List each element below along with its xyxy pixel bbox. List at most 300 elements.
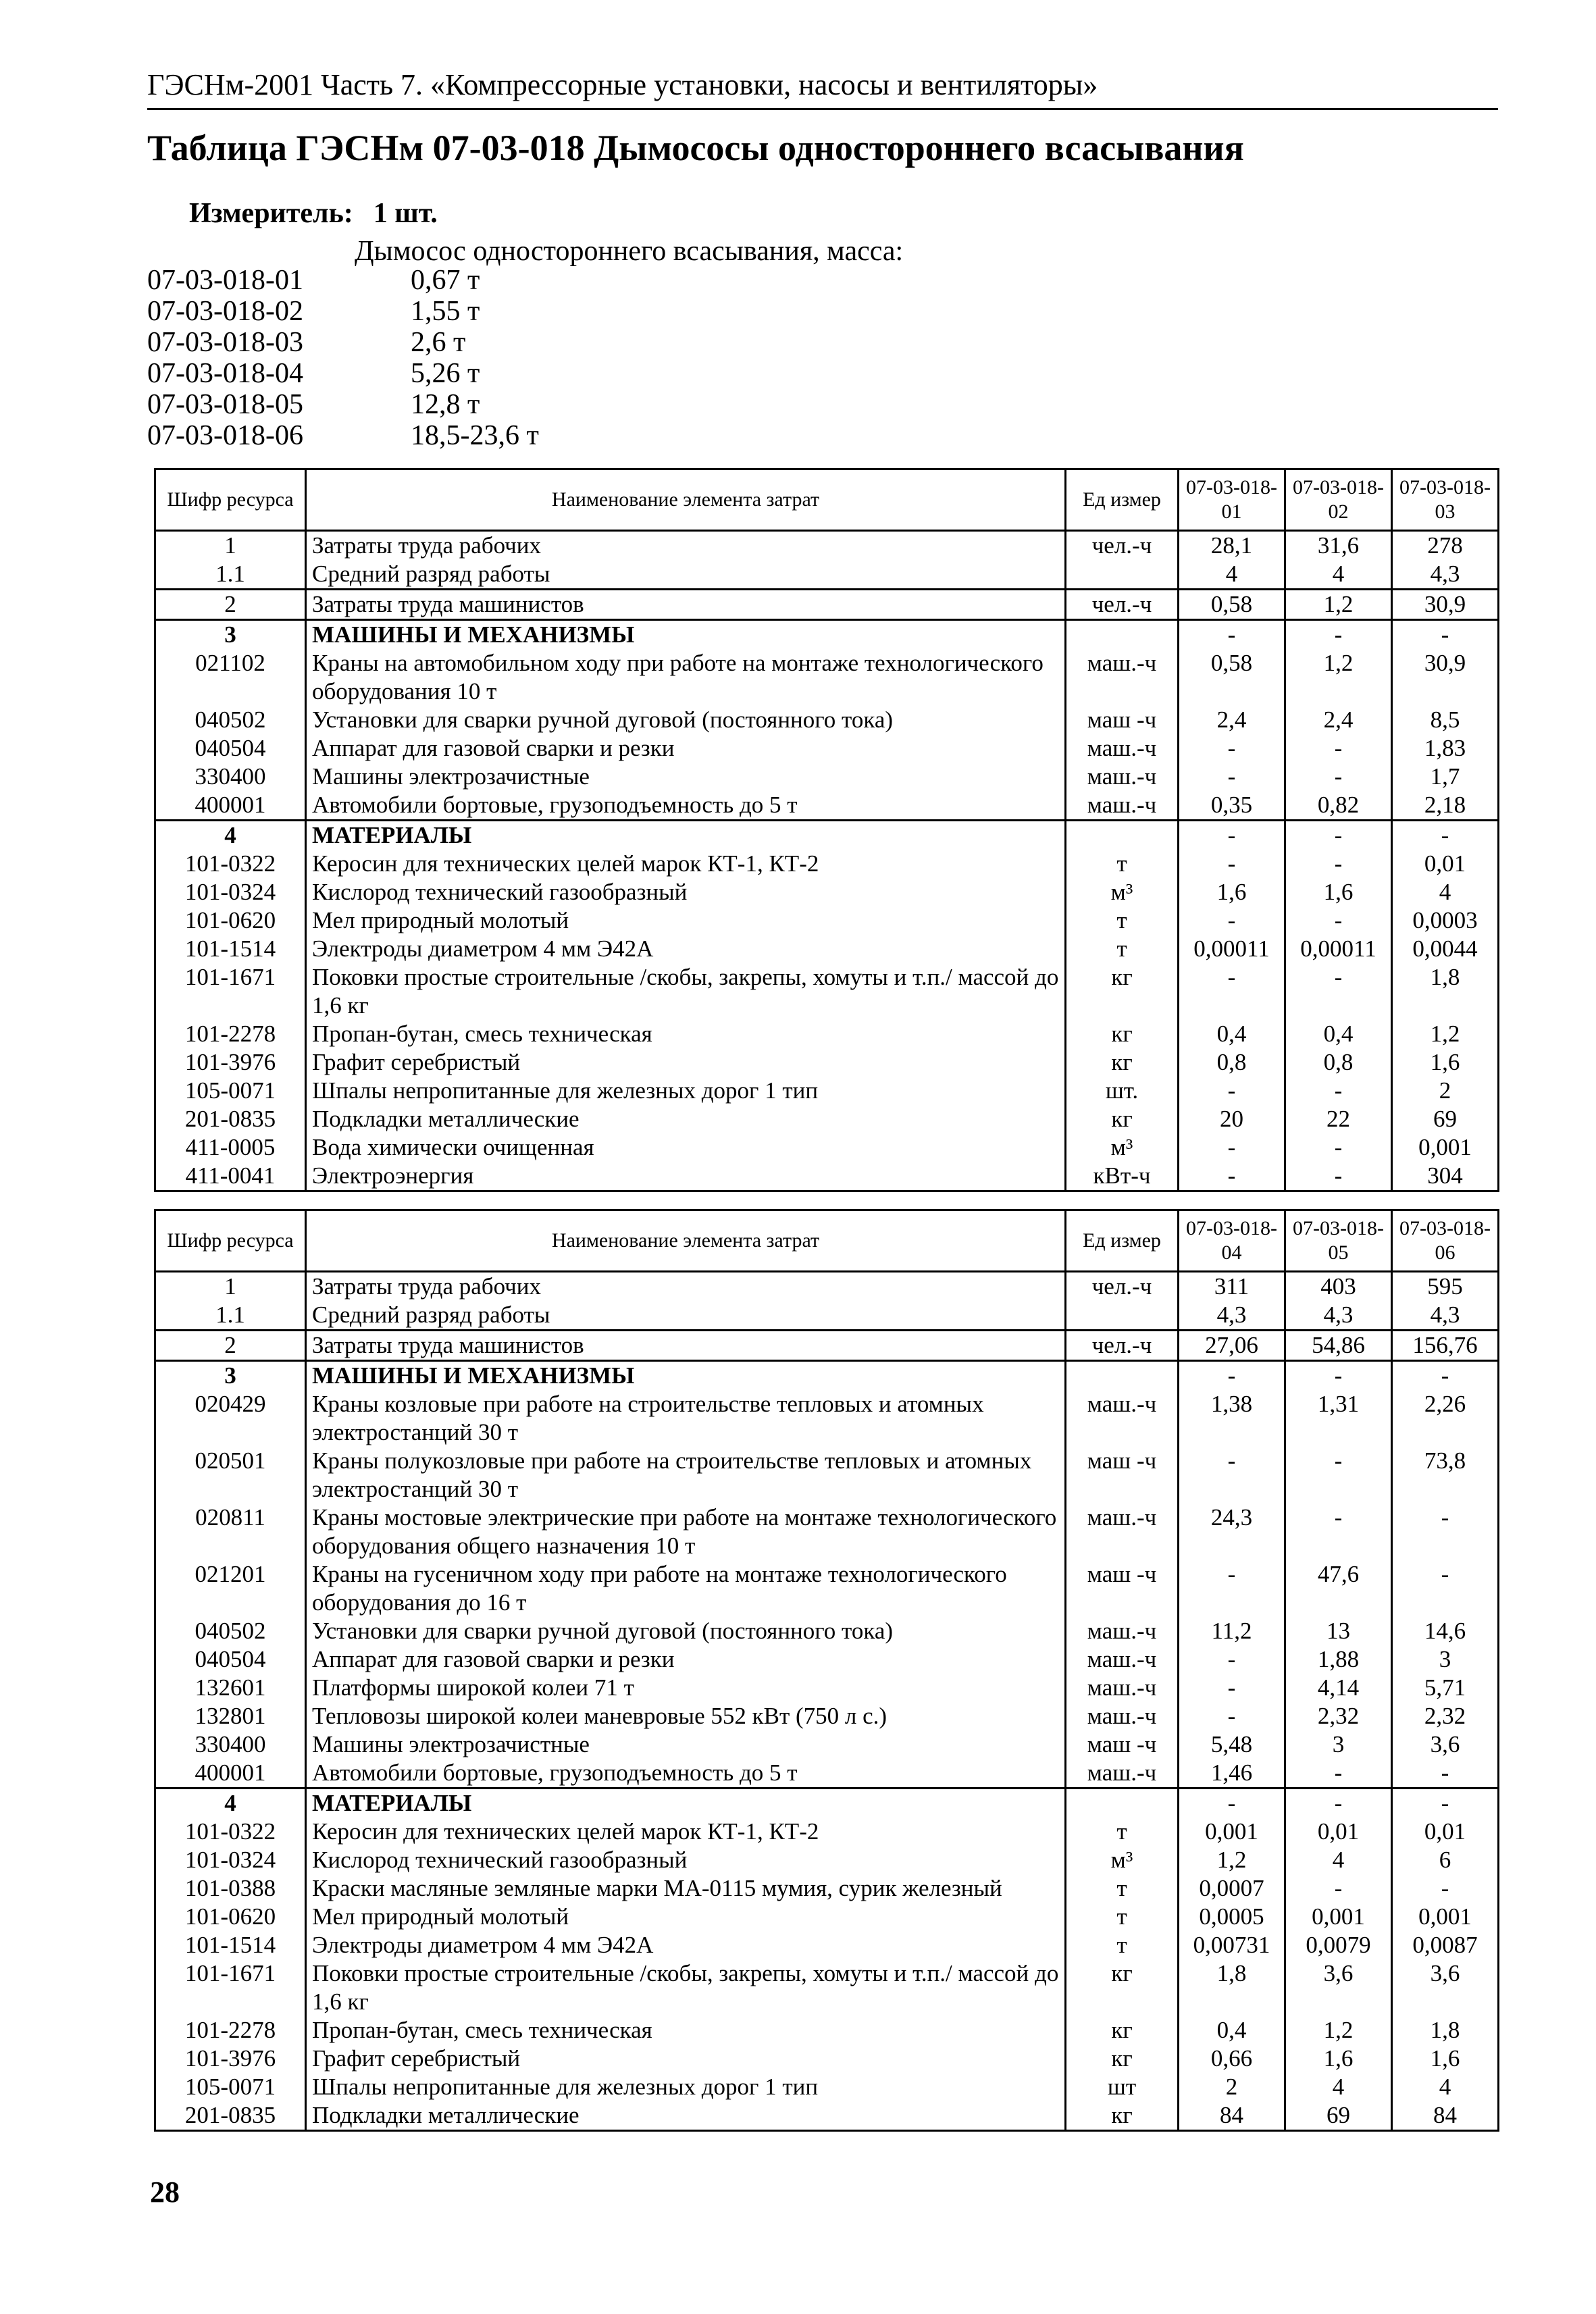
cell-unit: т — [1066, 935, 1179, 963]
cell-value: 0,0044 — [1392, 935, 1499, 963]
table-group-row — [155, 821, 1499, 850]
cell-resource-code: 101-0324 — [155, 878, 306, 906]
cell-value: 54,86 — [1285, 1331, 1392, 1361]
table-row — [155, 1503, 1499, 1560]
table-row — [155, 1020, 1499, 1048]
cell-unit — [1066, 1301, 1179, 1331]
cell-unit: маш.-ч — [1066, 763, 1179, 791]
cell-value: - — [1179, 1133, 1285, 1162]
page-number: 28 — [150, 2176, 180, 2209]
cell-value: 1,31 — [1285, 1390, 1392, 1447]
cell-value: - — [1179, 1447, 1285, 1503]
cell-value: 8,5 — [1392, 706, 1499, 734]
resource-table-1 — [154, 468, 1499, 1192]
cell-unit: маш.-ч — [1066, 1390, 1179, 1447]
cell-unit: маш -ч — [1066, 706, 1179, 734]
table-row — [155, 706, 1499, 734]
cell-unit: маш.-ч — [1066, 649, 1179, 706]
header-variant-2: 07-03-018-02 — [1285, 469, 1392, 531]
variant-mass: 0,67 т — [411, 265, 480, 296]
header-variant-1: 07-03-018-01 — [1179, 469, 1285, 531]
cell-unit — [1066, 821, 1179, 850]
cell-value: 6 — [1392, 1846, 1499, 1874]
cell-unit: кг — [1066, 2016, 1179, 2045]
cell-value: 4 — [1179, 560, 1285, 590]
cell-unit: шт — [1066, 2073, 1179, 2101]
cell-value: 2,32 — [1392, 1702, 1499, 1730]
cell-value: 27,06 — [1179, 1331, 1285, 1361]
cell-resource-code: 040502 — [155, 1617, 306, 1645]
variant-row — [147, 296, 539, 327]
cell-unit: чел.-ч — [1066, 531, 1179, 561]
cell-unit: кг — [1066, 1020, 1179, 1048]
cell-cost-element: Поковки простые строительные /скобы, закрепы, хомуты и т.п./ массой до 1,6 кг — [306, 1959, 1066, 2016]
cell-cost-element: Платформы широкой колеи 71 т — [306, 1674, 1066, 1702]
cell-unit: м³ — [1066, 1133, 1179, 1162]
cell-resource-code: 1.1 — [155, 1301, 306, 1331]
cell-value: 30,9 — [1392, 649, 1499, 706]
cell-resource-code: 2 — [155, 1331, 306, 1361]
table-row — [155, 1105, 1499, 1133]
cell-value: 22 — [1285, 1105, 1392, 1133]
cell-value: 47,6 — [1285, 1560, 1392, 1617]
cell-resource-code: 1 — [155, 1272, 306, 1302]
cell-value: 0,00011 — [1179, 935, 1285, 963]
cell-cost-element: Краны на гусеничном ходу при работе на монтаже технологического оборудования до 16 т — [306, 1560, 1066, 1617]
cell-value: - — [1179, 734, 1285, 763]
cell-value: 84 — [1392, 2101, 1499, 2131]
cell-value: - — [1179, 1077, 1285, 1105]
variant-mass: 2,6 т — [411, 327, 466, 358]
table-row — [155, 878, 1499, 906]
cell-unit: маш.-ч — [1066, 1503, 1179, 1560]
cell-resource-code: 020811 — [155, 1503, 306, 1560]
cell-unit: маш.-ч — [1066, 791, 1179, 821]
table-row — [155, 560, 1499, 590]
cell-resource-code: 101-0620 — [155, 1903, 306, 1931]
cell-unit: м³ — [1066, 878, 1179, 906]
cell-value: 4,3 — [1392, 560, 1499, 590]
cell-value: 1,2 — [1392, 1020, 1499, 1048]
table-row — [155, 1959, 1499, 2016]
cell-value: 1,8 — [1392, 2016, 1499, 2045]
cell-unit: чел.-ч — [1066, 1331, 1179, 1361]
cell-value: 0,0005 — [1179, 1903, 1285, 1931]
variant-row — [147, 358, 539, 389]
cell-resource-code: 101-0322 — [155, 850, 306, 878]
header-rule — [147, 108, 1498, 110]
table-group-row — [155, 620, 1499, 650]
cell-unit: шт. — [1066, 1077, 1179, 1105]
cell-value: 4,14 — [1285, 1674, 1392, 1702]
cell-value: 30,9 — [1392, 590, 1499, 620]
table-row — [155, 963, 1499, 1020]
item-description: Дымосос одностороннего всасывания, масса: — [355, 236, 904, 267]
unit-value: 1 шт. — [373, 198, 438, 229]
cell-value: 0,0087 — [1392, 1931, 1499, 1959]
cell-value: - — [1285, 1447, 1392, 1503]
cell-value: - — [1285, 1503, 1392, 1560]
cell-value: 4,3 — [1285, 1301, 1392, 1331]
cell-unit: маш -ч — [1066, 1447, 1179, 1503]
cell-unit: т — [1066, 1818, 1179, 1846]
table-row — [155, 1077, 1499, 1105]
cell-resource-code: 105-0071 — [155, 1077, 306, 1105]
table-row — [155, 1560, 1499, 1617]
cell-value: 3,6 — [1392, 1730, 1499, 1759]
cell-resource-code: 101-3976 — [155, 1048, 306, 1077]
cell-unit: кг — [1066, 1959, 1179, 2016]
cell-cost-element: МАШИНЫ И МЕХАНИЗМЫ — [306, 1361, 1066, 1391]
cell-unit: кг — [1066, 1048, 1179, 1077]
cell-value: - — [1179, 1789, 1285, 1818]
cell-value: 2 — [1392, 1077, 1499, 1105]
cell-cost-element: МАТЕРИАЛЫ — [306, 1789, 1066, 1818]
table-row — [155, 531, 1499, 561]
variant-code: 07-03-018-01 — [147, 265, 303, 296]
table-row — [155, 1931, 1499, 1959]
cell-value: 0,001 — [1179, 1818, 1285, 1846]
cell-value: - — [1392, 1789, 1499, 1818]
table-row — [155, 1048, 1499, 1077]
cell-value: 0,0007 — [1179, 1874, 1285, 1903]
table-row — [155, 1331, 1499, 1361]
cell-value: 1,8 — [1392, 963, 1499, 1020]
cell-cost-element: МАШИНЫ И МЕХАНИЗМЫ — [306, 620, 1066, 650]
cell-cost-element: Краски масляные земляные марки МА-0115 мумия, сурик железный — [306, 1874, 1066, 1903]
unit-line — [189, 197, 438, 230]
cell-resource-code: 201-0835 — [155, 2101, 306, 2131]
cell-value: - — [1392, 620, 1499, 650]
cell-value: 3,6 — [1285, 1959, 1392, 2016]
cell-resource-code: 101-0388 — [155, 1874, 306, 1903]
cell-cost-element: Мел природный молотый — [306, 906, 1066, 935]
cell-value: 2,18 — [1392, 791, 1499, 821]
cell-value: 4 — [1285, 1846, 1392, 1874]
cell-value: 1,6 — [1179, 878, 1285, 906]
cell-value: 0,4 — [1179, 1020, 1285, 1048]
cell-value: - — [1179, 763, 1285, 791]
cell-cost-element: Пропан-бутан, смесь техническая — [306, 2016, 1066, 2045]
cell-value: - — [1285, 906, 1392, 935]
cell-unit: маш -ч — [1066, 1730, 1179, 1759]
cell-value: 0,001 — [1392, 1133, 1499, 1162]
cell-value: 3,6 — [1392, 1959, 1499, 2016]
cell-value: 0,4 — [1285, 1020, 1392, 1048]
table-group-row — [155, 1789, 1499, 1818]
header-unit: Ед измер — [1066, 469, 1179, 531]
cell-value: 1,2 — [1285, 590, 1392, 620]
header-variant-3: 07-03-018-03 — [1392, 469, 1499, 531]
variant-list — [147, 265, 539, 451]
cell-resource-code: 330400 — [155, 1730, 306, 1759]
cell-value: - — [1285, 1759, 1392, 1789]
cell-cost-element: Затраты труда машинистов — [306, 590, 1066, 620]
cell-cost-element: Затраты труда машинистов — [306, 1331, 1066, 1361]
cell-cost-element: Шпалы непропитанные для железных дорог 1 тип — [306, 2073, 1066, 2101]
cell-cost-element: Затраты труда рабочих — [306, 1272, 1066, 1302]
cell-value: 13 — [1285, 1617, 1392, 1645]
cell-value: 4 — [1392, 878, 1499, 906]
table-row — [155, 2016, 1499, 2045]
variant-mass: 18,5-23,6 т — [411, 420, 539, 451]
variant-row — [147, 420, 539, 451]
cell-unit: кг — [1066, 1105, 1179, 1133]
cell-value: - — [1179, 1645, 1285, 1674]
header-resource-code: Шифр ресурса — [155, 1210, 306, 1272]
cell-value: - — [1285, 821, 1392, 850]
cell-resource-code: 101-3976 — [155, 2045, 306, 2073]
cell-cost-element: Аппарат для газовой сварки и резки — [306, 734, 1066, 763]
table-row — [155, 1674, 1499, 1702]
cell-value: - — [1285, 763, 1392, 791]
cell-resource-code: 411-0041 — [155, 1162, 306, 1191]
cell-value: 0,001 — [1392, 1903, 1499, 1931]
cell-resource-code: 101-0322 — [155, 1818, 306, 1846]
cell-resource-code: 040502 — [155, 706, 306, 734]
cell-value: 84 — [1179, 2101, 1285, 2131]
resource-table-2 — [154, 1209, 1499, 2132]
cell-cost-element: Затраты труда рабочих — [306, 531, 1066, 561]
cell-value: 69 — [1285, 2101, 1392, 2131]
cell-value: 1,83 — [1392, 734, 1499, 763]
header-variant-3: 07-03-018-06 — [1392, 1210, 1499, 1272]
cell-cost-element: Электроды диаметром 4 мм Э42А — [306, 1931, 1066, 1959]
table-title: Таблица ГЭСНм 07-03-018 Дымососы одностороннего всасывания — [147, 128, 1244, 168]
cell-value: - — [1179, 850, 1285, 878]
cell-value: 0,01 — [1285, 1818, 1392, 1846]
cell-cost-element: Средний разряд работы — [306, 560, 1066, 590]
cell-unit — [1066, 560, 1179, 590]
cell-value: - — [1179, 1361, 1285, 1391]
table-row — [155, 906, 1499, 935]
table-row — [155, 1162, 1499, 1191]
cell-cost-element: Мел природный молотый — [306, 1903, 1066, 1931]
cell-value: 2,32 — [1285, 1702, 1392, 1730]
cell-cost-element: Керосин для технических целей марок КТ-1, КТ-2 — [306, 850, 1066, 878]
cell-value: - — [1285, 963, 1392, 1020]
running-header: ГЭСНм-2001 Часть 7. «Компрессорные установки, насосы и вентиляторы» — [147, 68, 1098, 101]
cell-value: - — [1285, 1133, 1392, 1162]
cell-value: - — [1179, 620, 1285, 650]
cell-value: - — [1285, 1162, 1392, 1191]
cell-value: 14,6 — [1392, 1617, 1499, 1645]
cell-unit: маш.-ч — [1066, 1645, 1179, 1674]
cell-unit: кг — [1066, 2045, 1179, 2073]
cell-value: 0,8 — [1179, 1048, 1285, 1077]
table-row — [155, 1272, 1499, 1302]
table-row — [155, 1846, 1499, 1874]
cell-cost-element: Электроды диаметром 4 мм Э42А — [306, 935, 1066, 963]
cell-cost-element: Электроэнергия — [306, 1162, 1066, 1191]
cell-resource-code: 105-0071 — [155, 2073, 306, 2101]
cell-value: 278 — [1392, 531, 1499, 561]
cell-value: - — [1392, 821, 1499, 850]
cell-value: 0,01 — [1392, 1818, 1499, 1846]
cell-resource-code: 101-2278 — [155, 1020, 306, 1048]
cell-value: - — [1179, 1702, 1285, 1730]
variant-mass: 5,26 т — [411, 358, 480, 389]
cell-value: 4 — [1392, 2073, 1499, 2101]
cell-value: 403 — [1285, 1272, 1392, 1302]
cell-resource-code: 040504 — [155, 734, 306, 763]
cell-cost-element: Краны мостовые электрические при работе на монтаже технологического оборудования общего назначения 10 т — [306, 1503, 1066, 1560]
cell-cost-element: Автомобили бортовые, грузоподъемность до 5 т — [306, 791, 1066, 821]
variant-mass: 1,55 т — [411, 296, 480, 327]
cell-unit: кг — [1066, 963, 1179, 1020]
cell-value: - — [1179, 1162, 1285, 1191]
header-cost-element: Наименование элемента затрат — [306, 469, 1066, 531]
variant-mass: 12,8 т — [411, 389, 480, 420]
cell-value: - — [1179, 906, 1285, 935]
cell-value: 0,00011 — [1285, 935, 1392, 963]
cell-cost-element: Машины электрозачистные — [306, 1730, 1066, 1759]
cell-cost-element: Пропан-бутан, смесь техническая — [306, 1020, 1066, 1048]
cell-value: 1,2 — [1285, 649, 1392, 706]
cell-value: 1,2 — [1179, 1846, 1285, 1874]
cell-value: 0,01 — [1392, 850, 1499, 878]
cell-resource-code: 4 — [155, 821, 306, 850]
cell-resource-code: 400001 — [155, 791, 306, 821]
cell-value: - — [1179, 1674, 1285, 1702]
cell-cost-element: Подкладки металлические — [306, 1105, 1066, 1133]
cell-unit — [1066, 1789, 1179, 1818]
cell-value: 1,6 — [1285, 878, 1392, 906]
cell-value: 1,6 — [1285, 2045, 1392, 2073]
variant-row — [147, 327, 539, 358]
cell-resource-code: 1.1 — [155, 560, 306, 590]
cell-value: 3 — [1392, 1645, 1499, 1674]
cell-resource-code: 101-0324 — [155, 1846, 306, 1874]
cell-value: 0,66 — [1179, 2045, 1285, 2073]
cell-cost-element: Установки для сварки ручной дуговой (постоянного тока) — [306, 706, 1066, 734]
cell-resource-code: 021201 — [155, 1560, 306, 1617]
table-row — [155, 1730, 1499, 1759]
cell-unit: маш.-ч — [1066, 1674, 1179, 1702]
cell-cost-element: Графит серебристый — [306, 1048, 1066, 1077]
cell-value: 1,38 — [1179, 1390, 1285, 1447]
cell-value: 4 — [1285, 560, 1392, 590]
cell-cost-element: Тепловозы широкой колеи маневровые 552 кВт (750 л с.) — [306, 1702, 1066, 1730]
table-header-row — [155, 1210, 1499, 1272]
variant-code: 07-03-018-06 — [147, 420, 303, 451]
cell-resource-code: 4 — [155, 1789, 306, 1818]
cell-unit: т — [1066, 906, 1179, 935]
cell-unit: т — [1066, 850, 1179, 878]
header-resource-code: Шифр ресурса — [155, 469, 306, 531]
cell-value: 0,4 — [1179, 2016, 1285, 2045]
cell-value: 2,4 — [1179, 706, 1285, 734]
cell-value: 5,48 — [1179, 1730, 1285, 1759]
cell-value: 2,26 — [1392, 1390, 1499, 1447]
cell-value: - — [1285, 1789, 1392, 1818]
cell-value: 1,8 — [1179, 1959, 1285, 2016]
cell-value: 11,2 — [1179, 1617, 1285, 1645]
cell-value: 4 — [1285, 2073, 1392, 2101]
variant-code: 07-03-018-05 — [147, 389, 303, 420]
table-row — [155, 2073, 1499, 2101]
cell-unit — [1066, 1361, 1179, 1391]
cell-value: 1,88 — [1285, 1645, 1392, 1674]
table-row — [155, 1390, 1499, 1447]
cell-value: - — [1392, 1503, 1499, 1560]
table-row — [155, 791, 1499, 821]
table-header-row — [155, 469, 1499, 531]
header-unit: Ед измер — [1066, 1210, 1179, 1272]
cell-cost-element: Аппарат для газовой сварки и резки — [306, 1645, 1066, 1674]
cell-resource-code: 101-1671 — [155, 1959, 306, 2016]
cell-value: 311 — [1179, 1272, 1285, 1302]
table-row — [155, 590, 1499, 620]
cell-value: - — [1285, 734, 1392, 763]
cell-value: 595 — [1392, 1272, 1499, 1302]
cell-unit: кг — [1066, 2101, 1179, 2131]
cell-value: 73,8 — [1392, 1447, 1499, 1503]
unit-label: Измеритель: — [189, 198, 353, 229]
cell-unit: маш.-ч — [1066, 1617, 1179, 1645]
cell-value: 2,4 — [1285, 706, 1392, 734]
cell-value: 0,82 — [1285, 791, 1392, 821]
cell-resource-code: 101-1514 — [155, 935, 306, 963]
cell-value: 3 — [1285, 1730, 1392, 1759]
cell-value: - — [1392, 1361, 1499, 1391]
cell-value: 304 — [1392, 1162, 1499, 1191]
cell-cost-element: Установки для сварки ручной дуговой (постоянного тока) — [306, 1617, 1066, 1645]
table-row — [155, 1818, 1499, 1846]
cell-value: 24,3 — [1179, 1503, 1285, 1560]
cell-resource-code: 400001 — [155, 1759, 306, 1789]
table-row — [155, 734, 1499, 763]
table-row — [155, 1617, 1499, 1645]
cell-unit: т — [1066, 1931, 1179, 1959]
cell-unit: кВт-ч — [1066, 1162, 1179, 1191]
table-row — [155, 2101, 1499, 2131]
cell-value: 1,7 — [1392, 763, 1499, 791]
cell-value: 1,46 — [1179, 1759, 1285, 1789]
cell-unit: маш.-ч — [1066, 1759, 1179, 1789]
table-row — [155, 1702, 1499, 1730]
cell-value: 1,2 — [1285, 2016, 1392, 2045]
cell-resource-code: 2 — [155, 590, 306, 620]
cell-value: 28,1 — [1179, 531, 1285, 561]
cell-unit: м³ — [1066, 1846, 1179, 1874]
table-row — [155, 1645, 1499, 1674]
cell-value: 0,00731 — [1179, 1931, 1285, 1959]
cell-cost-element: Автомобили бортовые, грузоподъемность до 5 т — [306, 1759, 1066, 1789]
cell-value: 4,3 — [1392, 1301, 1499, 1331]
cell-value: - — [1285, 620, 1392, 650]
table-row — [155, 1133, 1499, 1162]
cell-value: - — [1179, 821, 1285, 850]
cell-resource-code: 101-1671 — [155, 963, 306, 1020]
cell-cost-element: Краны козловые при работе на строительстве тепловых и атомных электростанций 30 т — [306, 1390, 1066, 1447]
table-row — [155, 763, 1499, 791]
cell-value: - — [1179, 1560, 1285, 1617]
cell-resource-code: 3 — [155, 1361, 306, 1391]
cell-cost-element: Поковки простые строительные /скобы, закрепы, хомуты и т.п./ массой до 1,6 кг — [306, 963, 1066, 1020]
cell-cost-element: Краны на автомобильном ходу при работе на монтаже технологического оборудования 10 т — [306, 649, 1066, 706]
cell-unit: маш -ч — [1066, 1560, 1179, 1617]
table-row — [155, 850, 1499, 878]
cell-cost-element: Кислород технический газообразный — [306, 1846, 1066, 1874]
cell-cost-element: Графит серебристый — [306, 2045, 1066, 2073]
variant-code: 07-03-018-03 — [147, 327, 303, 358]
cell-resource-code: 040504 — [155, 1645, 306, 1674]
cell-resource-code: 101-0620 — [155, 906, 306, 935]
header-cost-element: Наименование элемента затрат — [306, 1210, 1066, 1272]
cell-unit: т — [1066, 1903, 1179, 1931]
cell-cost-element: Кислород технический газообразный — [306, 878, 1066, 906]
